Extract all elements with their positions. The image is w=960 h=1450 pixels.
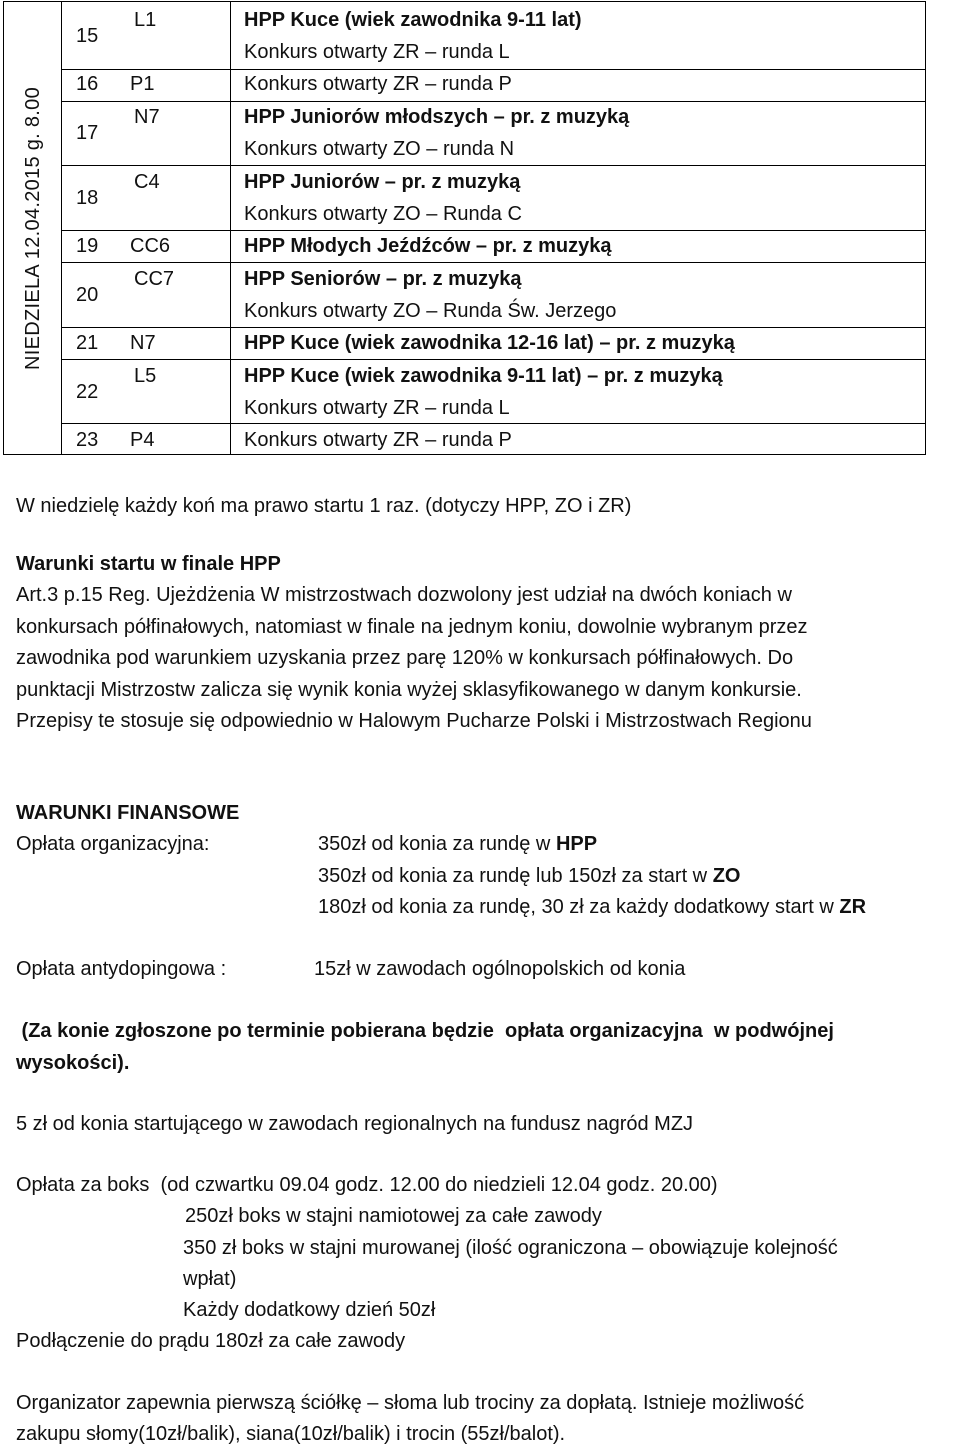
class-code: L1 (134, 9, 157, 31)
box-extra-day-fee: Każdy dodatkowy dzień 50zł (183, 1299, 436, 1321)
bedding-note: Organizator zapewnia pierwszą ściółkę – słoma lub trociny za dopłatą. Istnieje możliwość (16, 1392, 805, 1414)
event-name: HPP Kuce (wiek zawodnika 12-16 lat) – pr. z muzyką (244, 332, 735, 354)
event-name: Konkurs otwarty ZR – runda P (244, 73, 512, 95)
final-heading: Warunki startu w finale HPP (16, 553, 281, 575)
class-code: CC6 (130, 235, 171, 257)
event-name: HPP Juniorów młodszych – pr. z muzyką (244, 106, 630, 128)
event-name: Konkurs otwarty ZR – runda P (244, 429, 512, 451)
start-once-note: W niedzielę każdy koń ma prawo startu 1 raz. (dotyczy HPP, ZO i ZR) (16, 495, 632, 517)
event-name: HPP Seniorów – pr. z muzyką (244, 268, 522, 290)
box-fee-line: Opłata za boks (od czwartku 09.04 godz. 12.00 do niedzieli 12.04 godz. 20.00) (16, 1174, 718, 1196)
event-name: Konkurs otwarty ZO – runda N (244, 138, 515, 160)
row-number: 19 (76, 235, 99, 257)
class-code: N7 (130, 332, 156, 354)
row-divider (61, 327, 925, 328)
event-name: HPP Młodych Jeźdźców – pr. z muzyką (244, 235, 612, 257)
row-divider (61, 262, 925, 263)
finance-heading: WARUNKI FINANSOWE (16, 802, 240, 824)
event-name: Konkurs otwarty ZO – Runda Św. Jerzego (244, 300, 617, 322)
regional-fee-note: 5 zł od konia startującego w zawodach regionalnych na fundusz nagród MZJ (16, 1113, 694, 1135)
box-brick-fee: wpłat) (183, 1268, 237, 1290)
final-rule-line: Przepisy te stosuje się odpowiednio w Halowym Pucharze Polski i Mistrzostwach Regionu (16, 710, 812, 732)
schedule-table (3, 1, 926, 455)
row-divider (61, 69, 925, 70)
row-divider (61, 359, 925, 360)
class-code: P4 (130, 429, 155, 451)
row-number: 22 (76, 381, 99, 403)
day-label-cell (4, 2, 64, 454)
event-name: Konkurs otwarty ZR – runda L (244, 397, 510, 419)
row-number: 17 (76, 122, 99, 144)
final-rule-line: Art.3 p.15 Reg. Ujeżdżenia W mistrzostwach dozwolony jest udział na dwóch koniach w (16, 584, 792, 606)
class-code: CC7 (134, 268, 175, 290)
row-number: 15 (76, 25, 99, 47)
row-number: 23 (76, 429, 99, 451)
row-divider (61, 423, 925, 424)
bedding-note: zakupu słomy(10zł/balik), siana(10zł/balik) i trocin (55zł/balot). (16, 1423, 566, 1445)
final-rule-line: konkursach półfinałowych, natomiast w finale na jednym koniu, dowolnie wybranym przez (16, 616, 808, 638)
org-fee-line: 350zł od konia za rundę lub 150zł za start w ZO (318, 865, 741, 887)
box-tent-fee: 250zł boks w stajni namiotowej za całe zawody (185, 1205, 602, 1227)
event-name: HPP Kuce (wiek zawodnika 9-11 lat) (244, 9, 582, 31)
late-entry-note: wysokości). (16, 1052, 130, 1074)
event-name: HPP Kuce (wiek zawodnika 9-11 lat) – pr. z muzyką (244, 365, 723, 387)
box-brick-fee: 350 zł boks w stajni murowanej (ilość ograniczona – obowiązuje kolejność (183, 1237, 838, 1259)
row-divider (61, 101, 925, 102)
class-code: C4 (134, 171, 160, 193)
org-fee-line: 180zł od konia za rundę, 30 zł za każdy dodatkowy start w ZR (318, 896, 867, 918)
org-fee-line: 350zł od konia za rundę w HPP (318, 833, 598, 855)
row-number: 20 (76, 284, 99, 306)
day-label: NIEDZIELA 12.04.2015 g. 8.00 (22, 86, 45, 370)
doping-fee-value: 15zł w zawodach ogólnopolskich od konia (314, 958, 686, 980)
event-name: HPP Juniorów – pr. z muzyką (244, 171, 521, 193)
final-rule-line: punktacji Mistrzostw zalicza się wynik konia wyżej sklasyfikowanego w danym konkursie. (16, 679, 802, 701)
class-code: P1 (130, 73, 155, 95)
org-fee-label: Opłata organizacyjna: (16, 833, 210, 855)
class-code: N7 (134, 106, 160, 128)
event-name: Konkurs otwarty ZR – runda L (244, 41, 510, 63)
class-code: L5 (134, 365, 157, 387)
row-number: 16 (76, 73, 99, 95)
power-fee: Podłączenie do prądu 180zł za całe zawody (16, 1330, 406, 1352)
late-entry-note: (Za konie zgłoszone po terminie pobierana będzie opłata organizacyjna w podwójnej (16, 1020, 834, 1042)
doping-fee-label: Opłata antydopingowa : (16, 958, 227, 980)
row-divider (61, 230, 925, 231)
final-rule-line: zawodnika pod warunkiem uzyskania przez parę 120% w konkursach półfinałowych. Do (16, 647, 794, 669)
row-number: 21 (76, 332, 99, 354)
row-number: 18 (76, 187, 99, 209)
row-divider (61, 165, 925, 166)
event-name: Konkurs otwarty ZO – Runda C (244, 203, 522, 225)
